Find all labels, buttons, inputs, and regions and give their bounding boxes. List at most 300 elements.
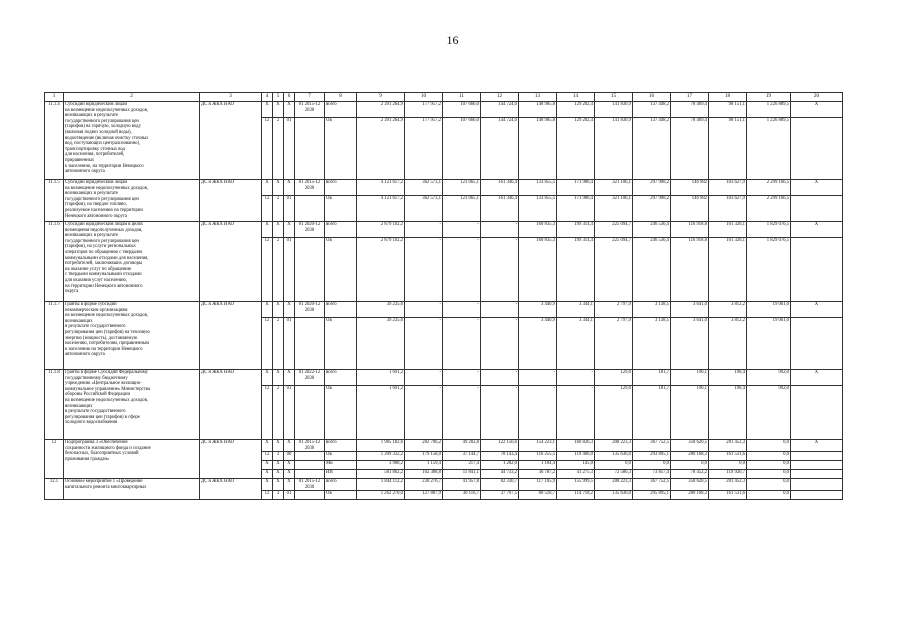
code-cell: 12 — [262, 118, 273, 180]
source-cell: всего — [325, 222, 357, 238]
amount-cell: - — [443, 302, 481, 318]
amount-cell: 358 620,5 — [671, 479, 709, 491]
amount-cell: 4 121 617,2 — [357, 180, 405, 196]
code-cell: 12 — [262, 386, 273, 440]
amount-cell: - — [481, 302, 519, 318]
code-cell: X — [273, 180, 284, 196]
mark-cell — [791, 491, 843, 500]
amount-cell: 190,1 — [671, 370, 709, 386]
amount-cell: 2 879 102,2 — [357, 238, 405, 302]
code-cell: 01 2015-12 2030 — [295, 102, 325, 118]
code-cell — [295, 318, 325, 370]
amount-cell: 1 226 889,5 — [747, 102, 791, 118]
amount-cell: 0,0 — [747, 491, 791, 500]
code-cell: X — [284, 102, 295, 118]
amount-cell: - — [443, 238, 481, 302]
code-cell: X — [273, 470, 284, 479]
amount-cell: 78 143,4 — [481, 452, 519, 461]
code-cell: 01 2020-12 2030 — [295, 302, 325, 318]
amount-cell: 246 536,4 — [633, 238, 671, 302]
code-cell: X — [262, 102, 273, 118]
amount-cell: 0,0 — [595, 461, 633, 470]
code-cell: 01 — [284, 196, 295, 222]
amount-cell: - — [405, 302, 443, 318]
code-cell: X — [273, 440, 284, 452]
amount-cell: 123 065,1 — [443, 180, 481, 196]
amount-cell: 1 399 332,2 — [357, 452, 405, 461]
amount-cell: 3 138,5 — [633, 302, 671, 318]
column-header: 14 — [557, 93, 595, 102]
amount-cell: 190,1 — [671, 386, 709, 440]
code-cell: 01 — [284, 491, 295, 500]
amount-cell: 230 276,7 — [405, 479, 443, 491]
amount-cell: - — [481, 386, 519, 440]
code-cell — [295, 491, 325, 500]
amount-cell: 107 666,0 — [443, 118, 481, 180]
mark-cell — [791, 118, 843, 180]
row-number: 11.1.4 — [45, 102, 64, 180]
code-cell: X — [284, 440, 295, 452]
mark-cell: X — [791, 222, 843, 238]
code-cell: X — [273, 302, 284, 318]
table-row — [45, 222, 843, 238]
amount-cell: 992,0 — [747, 370, 791, 386]
code-cell: X — [262, 461, 273, 470]
code-cell: X — [273, 479, 284, 491]
column-header: 15 — [595, 93, 633, 102]
measure-description: Гранты в форме субсидии некоммерческим организациям на возмещение недополученных доходов, возникающих в результате государственного регулирования цен (тарифов) на тепловую энергию (мощность), доставляемую населению, потребителям, приравненным к населению на территории Ненецкого автономного округа — [64, 302, 200, 370]
column-header: 9 — [357, 93, 405, 102]
code-cell: X — [273, 461, 284, 470]
amount-cell: 280 168,3 — [671, 452, 709, 461]
amount-cell: 122 156,6 — [481, 440, 519, 452]
amount-cell: 119 920,7 — [709, 470, 747, 479]
amount-cell: 135 636,0 — [595, 491, 633, 500]
source-cell: ИИ — [325, 470, 357, 479]
amount-cell: 98 151,1 — [709, 102, 747, 118]
code-cell: 01 2022-12 2030 — [295, 370, 325, 386]
executor: ДС и ЖКХ НАО — [200, 370, 262, 440]
amount-cell: 181,7 — [633, 370, 671, 386]
amount-cell: 161 346,4 — [481, 196, 519, 222]
amount-cell: 199 314,4 — [557, 222, 595, 238]
amount-cell: 141 830,9 — [595, 102, 633, 118]
column-header: 12 — [481, 93, 519, 102]
code-cell — [295, 386, 325, 440]
amount-cell: - — [405, 238, 443, 302]
amount-cell: 2 299 166,5 — [747, 180, 791, 196]
amount-cell: 3 344,1 — [557, 318, 595, 370]
amount-cell: 49 202,8 — [443, 440, 481, 452]
amount-cell: 41 957,8 — [443, 479, 481, 491]
amount-cell: - — [557, 370, 595, 386]
amount-cell: 160 835,3 — [519, 238, 557, 302]
code-cell: 01 — [284, 118, 295, 180]
amount-cell: 137 448,2 — [633, 102, 671, 118]
amount-cell: 225 094,7 — [595, 222, 633, 238]
amount-cell: - — [405, 318, 443, 370]
amount-cell: 3 641,0 — [671, 302, 709, 318]
code-cell: 12 — [262, 238, 273, 302]
amount-cell: 101 326,1 — [709, 238, 747, 302]
amount-cell: 358 620,5 — [671, 440, 709, 452]
executor: ДС и ЖКХ НАО — [200, 440, 262, 479]
amount-cell: 129,0 — [595, 386, 633, 440]
amount-cell: 0,0 — [747, 479, 791, 491]
measure-description: Подпрограмма 3 «Обеспечение сохранности жилищного фонда и создание безопасных, благоприятных условий проживания граждан» — [64, 440, 200, 479]
executor: ДС и ЖКХ НАО — [200, 479, 262, 500]
mark-cell: X — [791, 440, 843, 452]
amount-cell: 78 409,4 — [671, 118, 709, 180]
mark-cell — [791, 470, 843, 479]
amount-cell: 146 982 — [671, 196, 709, 222]
amount-cell: 161 531,6 — [709, 491, 747, 500]
amount-cell: 3 138,5 — [633, 318, 671, 370]
code-cell: 3 — [273, 452, 284, 461]
code-cell: 12 — [262, 318, 273, 370]
code-cell: X — [262, 370, 273, 386]
amount-cell: - — [481, 238, 519, 302]
amount-cell: 123 065,1 — [443, 196, 481, 222]
amount-cell: 11 841,1 — [443, 470, 481, 479]
row-number: 12 — [45, 440, 64, 479]
code-cell: 01 — [284, 318, 295, 370]
amount-cell: 80 518,7 — [519, 491, 557, 500]
mark-cell — [791, 479, 843, 491]
column-header: 19 — [747, 93, 791, 102]
column-header: 10 — [405, 93, 443, 102]
amount-cell: 1 159,4 — [405, 461, 443, 470]
row-number: 11.1.5 — [45, 180, 64, 222]
measure-description: Субсидии юридическим лицам на возмещение недополученных доходов, возникающих в результате государственного регулирования цен (тарифов) на горячую, холодную воду (включая подвоз холодной воды), водоотведение (включая очистку сточных вод, поступающих централизованно), транспортировку сточных вод для населения, потребителей, приравненных к населению, на территории Ненецкого автономного округа — [64, 102, 200, 180]
amount-cell: 1 184,4 — [519, 461, 557, 470]
amount-cell: 30 116,7 — [443, 491, 481, 500]
measure-description: Субсидии юридическим лицам в целях возмещения недополученных доходов, возникающих в результате государственного регулирования цен (тарифов), на услуги региональных операторов по обращению с твердыми коммунальными отходами для населения, потребителей, заключивших договоры на оказание услуг по обращению с твердыми коммунальными отходами для оказания услуг населению, на территории Ненецкого автономного округа — [64, 222, 200, 302]
code-cell: X — [262, 479, 273, 491]
code-cell: X — [262, 470, 273, 479]
amount-cell: 41 275,3 — [557, 470, 595, 479]
code-cell: 2 — [273, 318, 284, 370]
amount-cell: 137 448,2 — [633, 118, 671, 180]
amount-cell: 2 391 264,9 — [357, 102, 405, 118]
amount-cell: 161 346,4 — [481, 180, 519, 196]
column-header: 8 — [325, 93, 357, 102]
code-cell: X — [284, 479, 295, 491]
amount-cell: 281 452,3 — [709, 479, 747, 491]
column-header: 7 — [295, 93, 325, 102]
amount-cell: 3 812,2 — [709, 318, 747, 370]
code-cell: X — [284, 470, 295, 479]
amount-cell: 133 855,5 — [519, 180, 557, 196]
amount-cell: 141 830,9 — [595, 118, 633, 180]
column-header: 18 — [709, 93, 747, 102]
code-cell — [295, 452, 325, 461]
mark-cell: X — [791, 302, 843, 318]
amount-cell: 2 797,9 — [595, 302, 633, 318]
amount-cell: 217,4 — [443, 461, 481, 470]
code-cell: X — [284, 222, 295, 238]
amount-cell: 103 627,9 — [709, 180, 747, 196]
amount-cell: 101 326,1 — [709, 222, 747, 238]
executor: ДС и ЖКХ НАО — [200, 302, 262, 370]
code-cell: X — [262, 180, 273, 196]
mark-cell — [791, 452, 843, 461]
amount-cell: 0,0 — [709, 461, 747, 470]
amount-cell: 179 158,0 — [405, 452, 443, 461]
code-cell: 01 2020-12 2030 — [295, 222, 325, 238]
amount-cell: 0,0 — [633, 461, 671, 470]
source-cell: ОБ — [325, 491, 357, 500]
mark-cell: X — [791, 370, 843, 386]
amount-cell: 177 957,2 — [405, 102, 443, 118]
amount-cell: 282 706,2 — [405, 440, 443, 452]
amount-cell: 2 797,9 — [595, 318, 633, 370]
row-number: 11.1.8 — [45, 370, 64, 440]
code-cell: 2 — [273, 196, 284, 222]
executor: ДС и ЖКХ НАО — [200, 180, 262, 222]
amount-cell: 144 724,0 — [481, 118, 519, 180]
amount-cell: 0,0 — [747, 452, 791, 461]
row-number: 11.1.7 — [45, 302, 64, 370]
amount-cell: 129,0 — [595, 370, 633, 386]
amount-cell: 98 151,1 — [709, 118, 747, 180]
code-cell: 00 — [284, 452, 295, 461]
amount-cell: 1 226 889,5 — [747, 118, 791, 180]
amount-cell: 155 999,5 — [557, 479, 595, 491]
measure-description: Основное мероприятие 1 «Проведение капитального ремонта многоквартирных — [64, 479, 200, 500]
amount-cell: 117 105,9 — [519, 479, 557, 491]
amount-cell: 208 223,3 — [595, 440, 633, 452]
amount-cell: 362 573,1 — [405, 196, 443, 222]
amount-cell: 1 829 076,5 — [747, 238, 791, 302]
amount-cell: - — [443, 370, 481, 386]
code-cell: 01 2015-12 2030 — [295, 479, 325, 491]
source-cell: всего — [325, 180, 357, 196]
mark-cell — [791, 196, 843, 222]
code-cell: X — [284, 461, 295, 470]
code-cell: X — [273, 370, 284, 386]
source-cell: ОБ — [325, 118, 357, 180]
code-cell: 2 — [273, 118, 284, 180]
column-header: 2 — [64, 93, 200, 102]
amount-cell: 3 440,9 — [519, 302, 557, 318]
mark-cell: X — [791, 180, 843, 196]
table-header — [45, 93, 843, 102]
code-cell: 2 — [273, 238, 284, 302]
amount-cell: 19 061,0 — [747, 302, 791, 318]
amount-cell: 0,0 — [747, 461, 791, 470]
amount-cell: 177 957,2 — [405, 118, 443, 180]
source-cell: всего — [325, 370, 357, 386]
amount-cell: 281 452,3 — [709, 440, 747, 452]
amount-cell: 3 641,0 — [671, 318, 709, 370]
amount-cell: - — [481, 222, 519, 238]
source-cell: всего — [325, 440, 357, 452]
code-cell: 01 2015-12 2030 — [295, 180, 325, 196]
amount-cell: - — [405, 370, 443, 386]
amount-cell: - — [481, 318, 519, 370]
code-cell: X — [284, 370, 295, 386]
amount-cell: 280 168,3 — [671, 491, 709, 500]
source-cell: ОБ — [325, 318, 357, 370]
amount-cell: 3 988,2 — [357, 461, 405, 470]
amount-cell: 154 223,1 — [519, 440, 557, 452]
amount-cell: 992,0 — [747, 386, 791, 440]
code-cell: 12 — [262, 491, 273, 500]
code-cell: X — [284, 180, 295, 196]
code-cell: 12 — [262, 452, 273, 461]
amount-cell: 160 826,3 — [557, 440, 595, 452]
amount-cell: 0,0 — [747, 440, 791, 452]
code-cell: 01 — [284, 238, 295, 302]
amount-cell: 4 121 617,2 — [357, 196, 405, 222]
amount-cell: 2 391 264,9 — [357, 118, 405, 180]
column-header: 3 — [200, 93, 262, 102]
amount-cell: 1 844 112,2 — [357, 479, 405, 491]
source-cell: МБ — [325, 461, 357, 470]
amount-cell: 1 691,2 — [357, 386, 405, 440]
row-number: 12.1 — [45, 479, 64, 500]
amount-cell: 160 835,3 — [519, 222, 557, 238]
table-row — [45, 102, 843, 118]
table-row — [45, 440, 843, 452]
table-row — [45, 302, 843, 318]
code-cell: 01 — [284, 386, 295, 440]
column-header: 20 — [791, 93, 843, 102]
source-cell: всего — [325, 302, 357, 318]
column-header: 4 — [262, 93, 273, 102]
amount-cell: 116 255,5 — [519, 452, 557, 461]
mark-cell: X — [791, 102, 843, 118]
amount-cell: 39 235,6 — [357, 318, 405, 370]
amount-cell: - — [405, 222, 443, 238]
amount-cell: 78 452,2 — [671, 470, 709, 479]
table-row — [45, 479, 843, 491]
code-cell: X — [273, 222, 284, 238]
mark-cell — [791, 461, 843, 470]
amount-cell: 1 829 076,5 — [747, 222, 791, 238]
amount-cell: 36 787,2 — [519, 470, 557, 479]
amount-cell: 116 918,8 — [671, 222, 709, 238]
column-header: 17 — [671, 93, 709, 102]
amount-cell: 144 724,0 — [481, 102, 519, 118]
row-number: 11.1.6 — [45, 222, 64, 302]
amount-cell: 181,7 — [633, 386, 671, 440]
amount-cell: 198,4 — [709, 370, 747, 386]
amount-cell: - — [519, 370, 557, 386]
code-cell: 3 — [273, 491, 284, 500]
column-header: 16 — [633, 93, 671, 102]
code-cell — [295, 238, 325, 302]
amount-cell: 129 202,4 — [557, 118, 595, 180]
amount-cell: 78 409,4 — [671, 102, 709, 118]
source-cell: всего — [325, 102, 357, 118]
amount-cell: 295 895,1 — [633, 491, 671, 500]
amount-cell: 367 752,5 — [633, 479, 671, 491]
amount-cell: 37 144,7 — [443, 452, 481, 461]
mark-cell — [791, 386, 843, 440]
amount-cell: 129 202,4 — [557, 102, 595, 118]
column-header: 13 — [519, 93, 557, 102]
measure-description: Гранты в форме Субсидий Федеральному государственному бюджетному учреждению «Центральное жилищно- коммунальное управление» Министерства обороны Российской Федерации на возмещение недополученных доходов, возникающих в результате государственного регулирования цен (тарифов) в сфере холодного водоснабжения — [64, 370, 200, 440]
amount-cell: 19 061,0 — [747, 318, 791, 370]
amount-cell: 145,0 — [557, 461, 595, 470]
amount-cell: 321 106,1 — [595, 196, 633, 222]
amount-cell: 581 862,2 — [357, 470, 405, 479]
column-header: 11 — [443, 93, 481, 102]
amount-cell: 72 586,3 — [595, 470, 633, 479]
table-row — [45, 180, 843, 196]
amount-cell: 133 855,5 — [519, 196, 557, 222]
source-cell: ОБ — [325, 386, 357, 440]
amount-cell: 102 388,8 — [405, 470, 443, 479]
page-number: 16 — [446, 33, 459, 47]
amount-cell: 3 440,9 — [519, 318, 557, 370]
amount-cell: 362 573,1 — [405, 180, 443, 196]
source-cell: ОБ — [325, 238, 357, 302]
amount-cell: 107 666,0 — [443, 102, 481, 118]
amount-cell: 171 986,4 — [557, 180, 595, 196]
amount-cell: 148 985,8 — [519, 102, 557, 118]
amount-cell: - — [443, 222, 481, 238]
amount-cell: 0,0 — [747, 470, 791, 479]
mark-cell — [791, 238, 843, 302]
amount-cell: 148 985,8 — [519, 118, 557, 180]
amount-cell: 171 986,4 — [557, 196, 595, 222]
amount-cell: 3 344,1 — [557, 302, 595, 318]
amount-cell: 116 918,8 — [671, 238, 709, 302]
amount-cell: 1 282,0 — [481, 461, 519, 470]
code-cell — [295, 196, 325, 222]
amount-cell: 161 531,6 — [709, 452, 747, 461]
amount-cell: 37 797,5 — [481, 491, 519, 500]
amount-cell: 0,0 — [671, 461, 709, 470]
column-header: 6 — [284, 93, 295, 102]
amount-cell: 297 908,2 — [633, 196, 671, 222]
column-header: 5 — [273, 93, 284, 102]
amount-cell: 39 235,6 — [357, 302, 405, 318]
amount-cell: 1 262 270,0 — [357, 491, 405, 500]
code-cell: X — [262, 222, 273, 238]
amount-cell: 297 908,2 — [633, 180, 671, 196]
amount-cell: 208 223,3 — [595, 479, 633, 491]
amount-cell: 225 094,7 — [595, 238, 633, 302]
amount-cell: 146 982 — [671, 180, 709, 196]
code-cell — [295, 461, 325, 470]
amount-cell: 73 857,4 — [633, 470, 671, 479]
amount-cell: 367 752,5 — [633, 440, 671, 452]
amount-cell: - — [481, 370, 519, 386]
amount-cell: 127 887,9 — [405, 491, 443, 500]
executor: ДС и ЖКХ НАО — [200, 102, 262, 180]
table-row — [45, 370, 843, 386]
amount-cell: 114 718,2 — [557, 491, 595, 500]
budget-table — [44, 92, 843, 500]
amount-cell: - — [443, 386, 481, 440]
code-cell: 12 — [262, 196, 273, 222]
code-cell: X — [262, 302, 273, 318]
amount-cell: 2 879 102,2 — [357, 222, 405, 238]
code-cell — [295, 470, 325, 479]
amount-cell: - — [519, 386, 557, 440]
amount-cell: 199 314,4 — [557, 238, 595, 302]
amount-cell: 103 627,9 — [709, 196, 747, 222]
amount-cell: 198,4 — [709, 386, 747, 440]
mark-cell — [791, 318, 843, 370]
source-cell: всего — [325, 479, 357, 491]
amount-cell: 246 536,4 — [633, 222, 671, 238]
column-header: 1 — [45, 93, 64, 102]
